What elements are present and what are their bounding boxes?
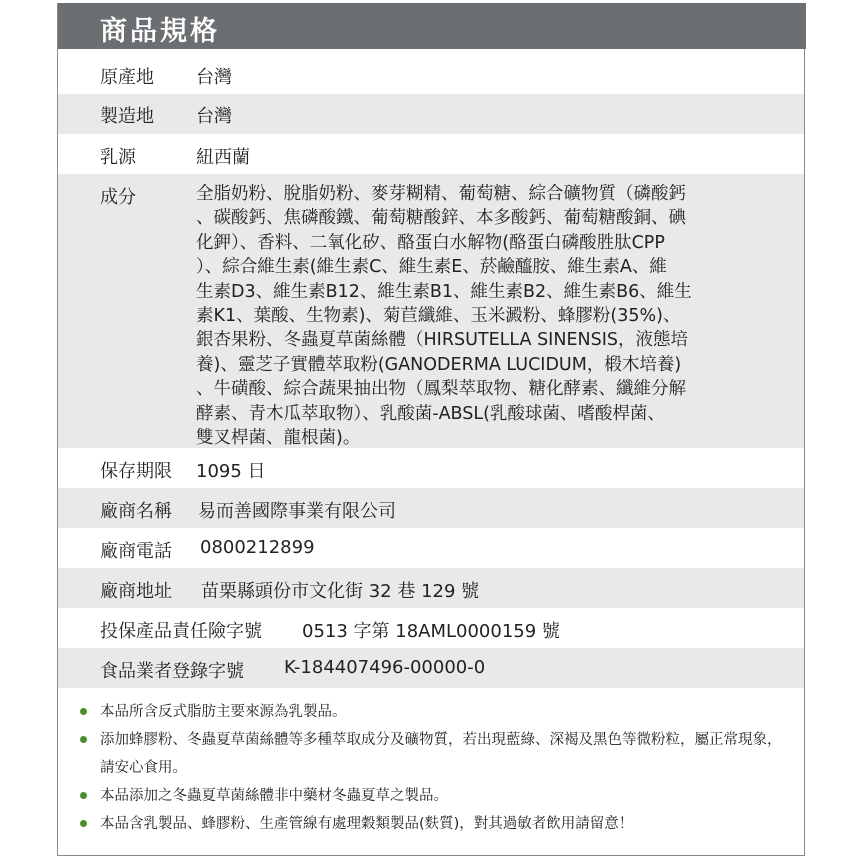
registration-label: 食品業者登錄字號 xyxy=(100,661,244,682)
row-vendor-name xyxy=(58,488,804,528)
insurance-label: 投保產品責任險字號 xyxy=(100,621,262,642)
vendor-name-label: 廠商名稱 xyxy=(100,501,172,522)
note-text: 本品添加之冬蟲夏草菌絲體非中藥材冬蟲夏草之製品。 xyxy=(100,788,448,804)
spec-header xyxy=(58,3,806,49)
registration-value: K-184407496-00000-0 xyxy=(284,657,486,678)
note-item xyxy=(58,698,790,726)
row-vendor-phone xyxy=(58,528,804,568)
vendor-phone-value: 0800212899 xyxy=(200,537,315,558)
note-item xyxy=(58,782,790,810)
made-in-label: 製造地 xyxy=(100,106,154,127)
insurance-value: 0513 字第 18AML0000159 號 xyxy=(302,621,560,642)
vendor-name-value: 易而善國際事業有限公司 xyxy=(198,501,396,522)
row-ingredients xyxy=(58,174,804,448)
spec-title: 商品規格 xyxy=(100,16,220,47)
bullet-icon xyxy=(80,708,87,715)
bullet-icon xyxy=(80,736,87,743)
vendor-address-value: 苗栗縣頭份市文化街 32 巷 129 號 xyxy=(201,581,480,602)
row-made-in xyxy=(58,94,804,134)
row-origin xyxy=(58,58,804,94)
note-text: 添加蜂膠粉、冬蟲夏草菌絲體等多種萃取成分及礦物質，若出現藍綠、深褐及黑色等微粉粒，屬正常現象，請安心食用。 xyxy=(100,732,782,776)
origin-label: 原產地 xyxy=(100,67,154,88)
shelf-life-label: 保存期限 xyxy=(100,461,172,482)
row-registration xyxy=(58,648,804,688)
row-vendor-address xyxy=(58,568,804,608)
row-shelf-life xyxy=(58,448,804,488)
row-insurance xyxy=(58,608,804,648)
shelf-life-value: 1095 日 xyxy=(196,461,266,482)
ingredients-value: 全脂奶粉、脫脂奶粉、麥芽糊精、葡萄糖、綜合礦物質（磷酸鈣 、碳酸鈣、焦磷酸鐵、葡萄糖酸鋅、本多酸鈣、葡萄糖酸銅、碘 化鉀）、香料、二氧化矽、酪蛋白水解物(酪蛋白磷酸胜肽CPP ）、綜合維生素(維生素C、維生素E、菸鹼醯胺、維生素A、維 生素D3、維生素B12、維生素B1、維生素B2、維生素B6、維生 素K1、葉酸、生物素)、菊苣纖維、玉米澱粉、蜂膠粉(35%)、 銀杏果粉、冬蟲夏草菌絲體（HIRSUTELLA SINENSIS，液態培 養)、靈芝子實體萃取粉(GANODERMA LUCIDUM，椴木培養) 、牛磺酸、綜合蔬果抽出物（鳳梨萃取物、糖化酵素、纖維分解 酵素、青木瓜萃取物）、乳酸菌-ABSL(乳酸球菌、嗜酸桿菌、 雙叉桿菌、龍根菌)。 xyxy=(196,184,692,449)
ingredients-label: 成分 xyxy=(100,187,136,208)
vendor-address-label: 廠商地址 xyxy=(100,581,172,602)
made-in-value: 台灣 xyxy=(196,106,232,127)
bullet-icon xyxy=(80,792,87,799)
note-item xyxy=(58,726,790,782)
vendor-phone-label: 廠商電話 xyxy=(100,541,172,562)
milk-source-value: 紐西蘭 xyxy=(196,147,250,168)
note-text: 本品含乳製品、蜂膠粉、生產管線有處理穀類製品(麩質)，對其過敏者飲用請留意！ xyxy=(100,816,634,832)
spec-panel xyxy=(57,3,805,856)
notes-list xyxy=(58,698,804,838)
note-item xyxy=(58,810,790,838)
origin-value: 台灣 xyxy=(196,67,232,88)
milk-source-label: 乳源 xyxy=(100,147,136,168)
bullet-icon xyxy=(80,820,87,827)
row-milk-source xyxy=(58,134,804,174)
note-text: 本品所含反式脂肪主要來源為乳製品。 xyxy=(100,704,347,720)
